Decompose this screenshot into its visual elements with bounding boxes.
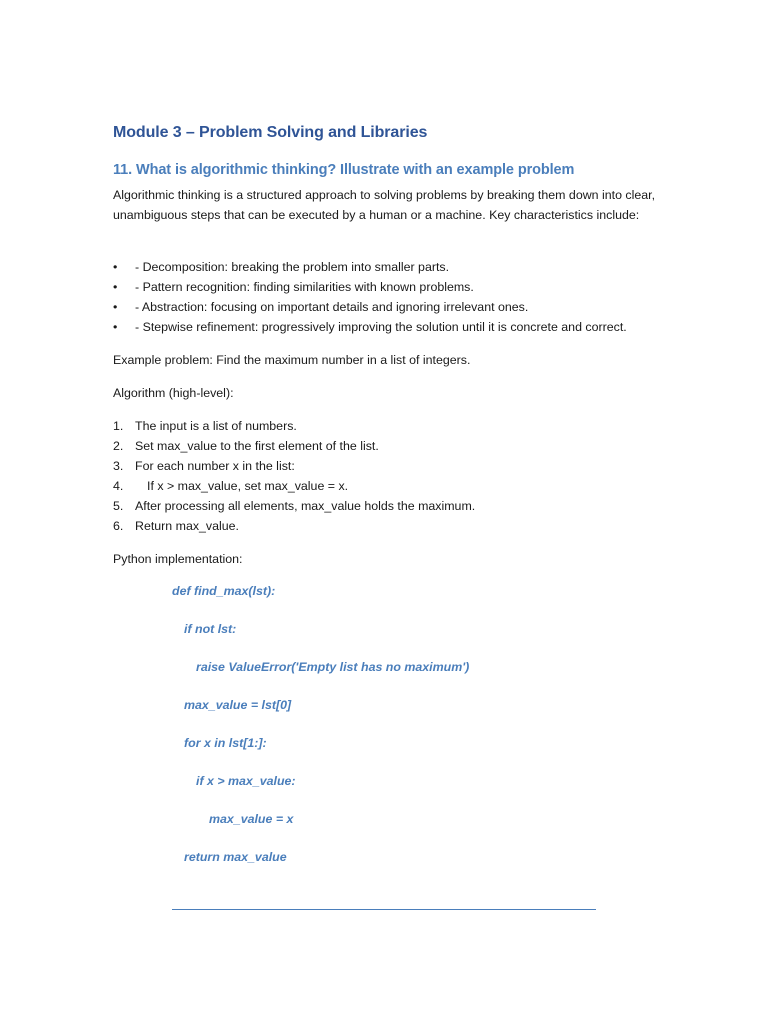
- step-number: 4.: [113, 479, 124, 493]
- module-title: Module 3 – Problem Solving and Libraries: [113, 124, 428, 141]
- list-item-text: - Decomposition: breaking the problem into smaller parts.: [135, 260, 450, 274]
- step-number: 5.: [113, 499, 124, 513]
- list-item: [113, 416, 475, 436]
- bullet-icon: •: [113, 260, 118, 274]
- step-text: The input is a list of numbers.: [135, 419, 297, 433]
- list-item: [113, 297, 627, 317]
- characteristics-list: [113, 257, 627, 337]
- step-text: Set max_value to the first element of the list.: [135, 439, 379, 453]
- list-item: [113, 476, 475, 496]
- step-text: If x > max_value, set max_value = x.: [147, 479, 349, 493]
- list-item: [113, 436, 475, 456]
- list-item-text: - Stepwise refinement: progressively improving the solution until it is concrete and correct.: [135, 320, 627, 334]
- code-line: def find_max(lst):: [172, 584, 276, 598]
- step-number: 2.: [113, 439, 124, 453]
- intro-paragraph: Algorithmic thinking is a structured approach to solving problems by breaking them down into clear, unambiguous steps that can be executed by a human or a machine. Key characteristics include:: [113, 188, 656, 222]
- horizontal-divider: [172, 909, 596, 910]
- list-item: [113, 317, 627, 337]
- list-item: [113, 456, 475, 476]
- bullet-icon: •: [113, 300, 118, 314]
- step-text: After processing all elements, max_value holds the maximum.: [135, 499, 476, 513]
- question-heading: 11. What is algorithmic thinking? Illustrate with an example problem: [113, 162, 575, 178]
- algorithm-title: Algorithm (high-level):: [113, 386, 234, 400]
- list-item: [113, 277, 627, 297]
- list-item-text: - Pattern recognition: finding similarities with known problems.: [135, 280, 474, 294]
- step-number: 1.: [113, 419, 124, 433]
- list-item: [113, 516, 475, 536]
- code-line: if x > max_value:: [196, 774, 296, 788]
- code-line: max_value = x: [209, 812, 294, 826]
- bullet-icon: •: [113, 280, 118, 294]
- code-line: if not lst:: [184, 622, 237, 636]
- step-number: 6.: [113, 519, 124, 533]
- code-line: return max_value: [184, 850, 287, 864]
- list-item: [113, 496, 475, 516]
- step-text: Return max_value.: [135, 519, 239, 533]
- step-number: 3.: [113, 459, 124, 473]
- algorithm-steps: [113, 416, 475, 536]
- bullet-icon: •: [113, 320, 118, 334]
- example-problem: Example problem: Find the maximum number in a list of integers.: [113, 353, 471, 367]
- python-title: Python implementation:: [113, 552, 243, 566]
- list-item: [113, 257, 627, 277]
- code-line: for x in lst[1:]:: [184, 736, 267, 750]
- code-line: raise ValueError('Empty list has no maximum'): [196, 660, 470, 674]
- code-line: max_value = lst[0]: [184, 698, 292, 712]
- step-text: For each number x in the list:: [135, 459, 295, 473]
- list-item-text: - Abstraction: focusing on important details and ignoring irrelevant ones.: [135, 300, 529, 314]
